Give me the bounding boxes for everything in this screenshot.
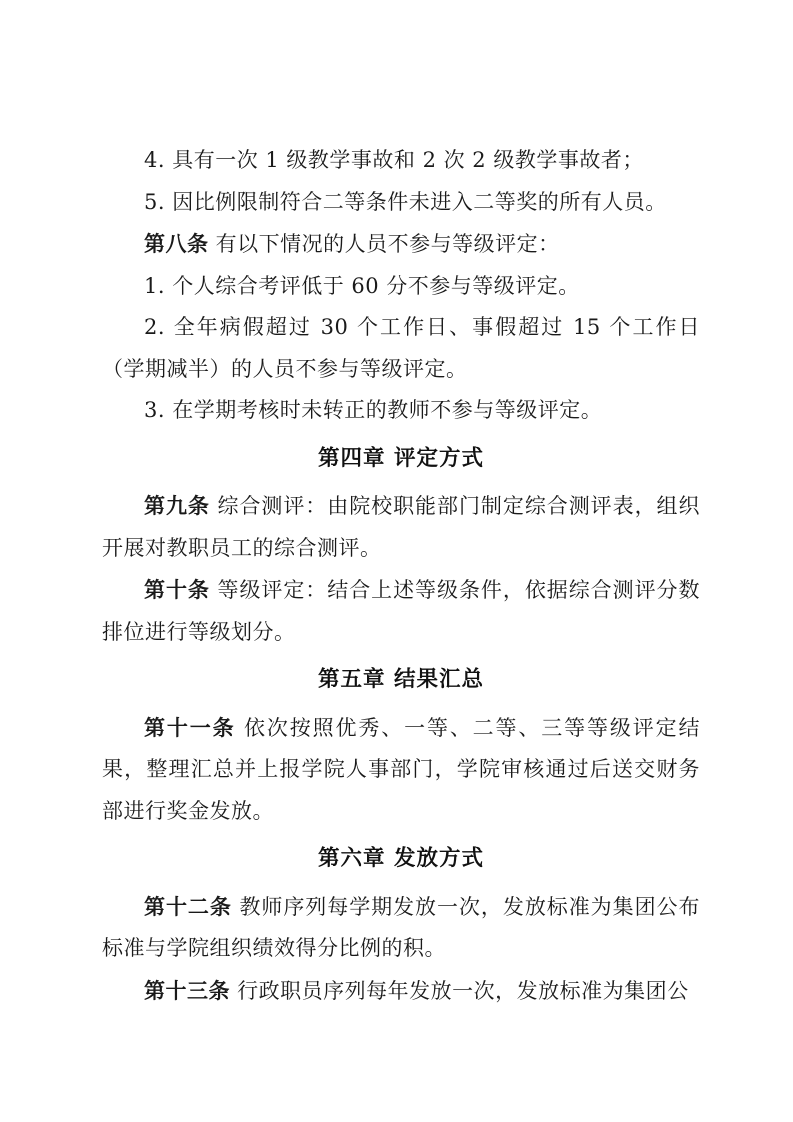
body-text: 1. 个人综合考评低于 60 分不参与等级评定。 bbox=[144, 273, 580, 298]
paragraph bbox=[102, 485, 700, 569]
paragraph bbox=[102, 569, 700, 653]
chapter-heading-text: 第四章 评定方式 bbox=[318, 445, 484, 471]
body-text: 等级评定：结合上述等级条件，依据综合测评分数排位进行等级划分。 bbox=[102, 578, 700, 644]
article-number-label: 第十三条 bbox=[144, 977, 230, 1003]
paragraph bbox=[102, 390, 700, 432]
paragraph bbox=[102, 182, 700, 224]
body-text: 依次按照优秀、一等、二等、三等等级评定结果，整理汇总并上报学院人事部门，学院审核通过后送交财务部进行奖金发放。 bbox=[102, 715, 700, 823]
paragraph bbox=[102, 707, 700, 833]
document-body bbox=[102, 140, 700, 1012]
article-number-label: 第十一条 bbox=[144, 714, 236, 740]
body-text: 2. 全年病假超过 30 个工作日、事假超过 15 个工作日（学期减半）的人员不参与等级评定。 bbox=[102, 315, 700, 381]
chapter-heading bbox=[102, 438, 700, 480]
body-text: 3. 在学期考核时未转正的教师不参与等级评定。 bbox=[144, 398, 603, 422]
chapter-heading-text: 第五章 结果汇总 bbox=[318, 667, 484, 692]
paragraph bbox=[102, 970, 700, 1013]
article-number-label: 第十条 bbox=[144, 577, 210, 602]
body-text: 4. 具有一次 1 级教学事故和 2 次 2 级教学事故者； bbox=[144, 148, 644, 172]
body-text: 有以下情况的人员不参与等级评定： bbox=[208, 232, 560, 256]
article-number-label: 第九条 bbox=[144, 493, 210, 518]
paragraph bbox=[102, 223, 700, 266]
paragraph bbox=[102, 266, 700, 308]
chapter-heading bbox=[102, 659, 700, 701]
body-text: 行政职员序列每年发放一次，发放标准为集团公 bbox=[230, 978, 689, 1003]
article-number-label: 第十二条 bbox=[144, 893, 232, 919]
chapter-heading bbox=[102, 838, 700, 880]
body-text: 教师序列每学期发放一次，发放标准为集团公布标准与学院组织绩效得分比例的积。 bbox=[102, 894, 700, 960]
paragraph bbox=[102, 886, 700, 970]
body-text: 5. 因比例限制符合二等条件未进入二等奖的所有人员。 bbox=[144, 189, 667, 214]
body-text: 综合测评：由院校职能部门制定综合测评表，组织开展对教职员工的综合测评。 bbox=[102, 494, 700, 560]
paragraph bbox=[102, 140, 700, 182]
article-number-label: 第八条 bbox=[144, 231, 209, 256]
paragraph bbox=[102, 307, 700, 390]
chapter-heading-text: 第六章 发放方式 bbox=[318, 846, 484, 871]
